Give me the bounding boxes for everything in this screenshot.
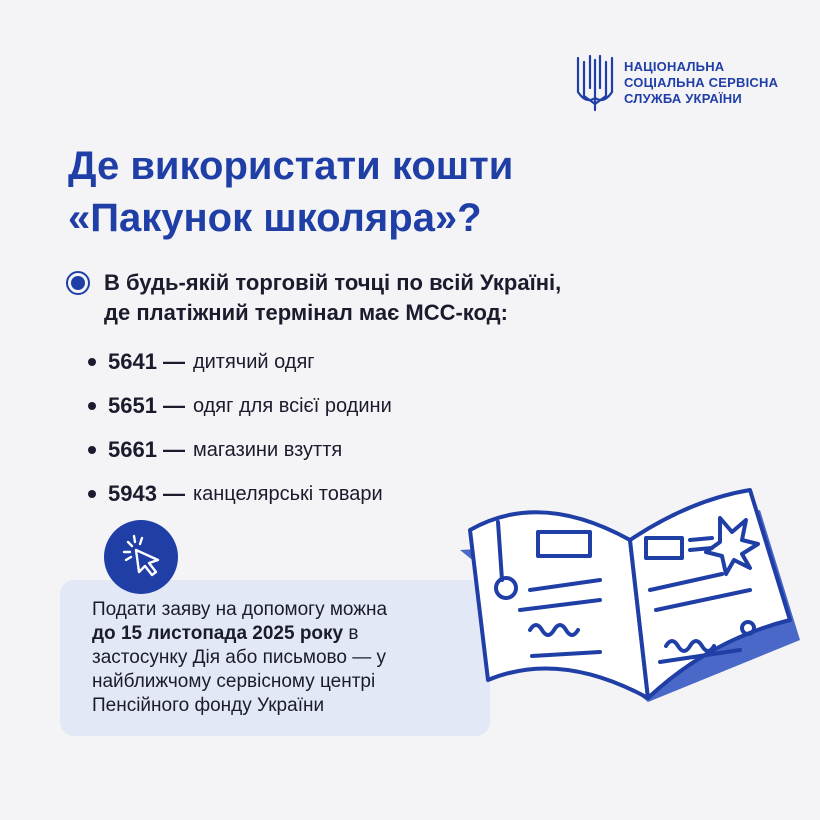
note-line-5: Пенсійного фонду України (92, 695, 325, 716)
title-line-1: Де використати кошти (68, 144, 514, 188)
lead-line-2: де платіжний термінал має МСС-код: (104, 300, 508, 325)
lead-line-1: В будь-якій торговій точці по всій Україні, (104, 270, 562, 295)
cursor-click-icon (104, 520, 178, 594)
note-line-2-rest: в (343, 623, 359, 644)
page-title (68, 140, 513, 244)
note-line-1: Подати заяву на допомогу можна (92, 599, 388, 620)
mcc-code: 5651 (108, 393, 157, 418)
mcc-code: 5943 (108, 481, 157, 506)
mcc-description: канцелярські товари (192, 482, 383, 505)
lead-statement (66, 268, 561, 328)
mcc-description: магазини взуття (192, 438, 343, 461)
logo-line-3: СЛУЖБА УКРАЇНИ (624, 91, 742, 106)
deadline-text: до 15 листопада 2025 року (92, 623, 344, 644)
mcc-code-list (88, 340, 392, 516)
logo-line-2: СОЦІАЛЬНА СЕРВІСНА (624, 75, 779, 90)
mcc-code: 5661 (108, 437, 157, 462)
open-book-illustration (450, 470, 810, 720)
logo-text (624, 59, 778, 107)
dash: — (162, 481, 185, 506)
bullet-icon (88, 358, 96, 366)
note-line-3: застосунку Дія або письмово — у (92, 647, 387, 668)
dash: — (162, 349, 185, 374)
bullet-icon (88, 402, 96, 410)
lead-text (104, 268, 561, 328)
note-line-4: найближчому сервісному центрі (92, 671, 376, 692)
list-item (88, 340, 392, 384)
list-item (88, 472, 392, 516)
mcc-description: одяг для всієї родини (192, 394, 392, 417)
mcc-code: 5641 (108, 349, 157, 374)
bullet-icon (88, 490, 96, 498)
note-text (92, 598, 490, 718)
list-item (88, 384, 392, 428)
trident-icon (574, 52, 616, 114)
note-line-2 (92, 622, 490, 646)
ministry-logo (574, 52, 778, 114)
mcc-description: дитячий одяг (192, 350, 315, 373)
radio-bullet-icon (66, 271, 90, 295)
logo-line-1: НАЦІОНАЛЬНА (624, 59, 725, 74)
dash: — (162, 437, 185, 462)
dash: — (162, 393, 185, 418)
bullet-icon (88, 446, 96, 454)
info-note (60, 580, 490, 736)
title-line-2: «Пакунок школяра»? (68, 196, 482, 240)
list-item (88, 428, 392, 472)
